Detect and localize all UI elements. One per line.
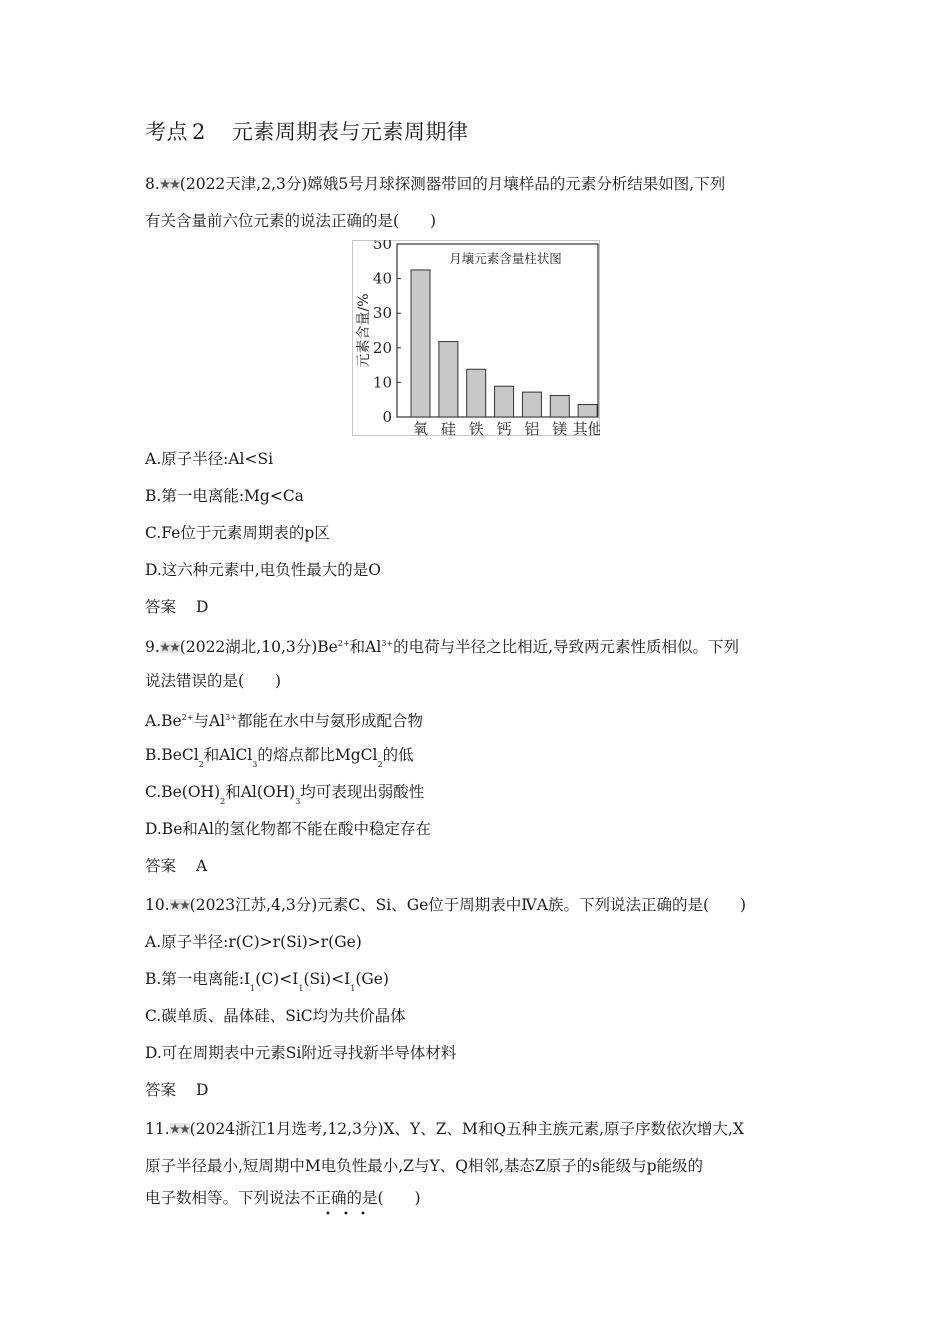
q8-text-1: 嫦娥5号月球探测器带回的月壤样品的元素分析结果如图,下列: [307, 175, 726, 193]
q11-line-1: [145, 1119, 744, 1139]
emphasis-dot: •: [343, 1209, 349, 1220]
subscript: 1: [298, 984, 304, 993]
q9-option-d: D.Be和Al的氢化物都不能在酸中稳定存在: [145, 820, 432, 838]
option-text: B.第一电离能:I: [145, 970, 251, 988]
x-tick-label: 硅: [440, 420, 456, 436]
q10-source: (2023江苏,4,3分): [189, 896, 318, 914]
option-text: (Ge): [355, 970, 389, 988]
q8-option-d: D.这六种元素中,电负性最大的是O: [145, 561, 381, 579]
answer-label: 答案: [145, 857, 177, 875]
q11-number: 11.: [145, 1120, 170, 1138]
option-text: 与Al: [193, 712, 226, 730]
q9-line-2: 说法错误的是( ): [145, 672, 282, 690]
charge-superscript: 3+: [225, 713, 237, 722]
x-tick-label: 钙: [496, 420, 512, 436]
x-tick-label: 铝: [524, 420, 540, 436]
y-axis-label: 元素含量/%: [356, 293, 372, 368]
bar-铝: [522, 392, 541, 417]
q9-text-part: 的电荷与半径之比相近,导致两元素性质相似。下列: [393, 638, 740, 656]
bar-钙: [495, 386, 514, 417]
q9-line-1: [145, 634, 739, 657]
subscript: 2: [198, 760, 204, 769]
chart-svg: [352, 240, 600, 436]
x-tick-label: 镁: [552, 420, 568, 436]
charge-superscript: 2+: [337, 639, 350, 648]
x-tick-label: 铁: [468, 420, 484, 436]
answer-value: D: [196, 598, 209, 616]
difficulty-stars-icon: [170, 1123, 190, 1135]
q11-line-3: 电子数相等。下列说法不正确的是( ): [145, 1189, 421, 1207]
q10-option-d: D.可在周期表中元素Si附近寻找新半导体材料: [145, 1044, 457, 1062]
q11-line-2: 原子半径最小,短周期中M电负性最小,Z与Y、Q相邻,基态Z原子的s能级与p能级的: [145, 1157, 704, 1175]
chart-title: 月壤元素含量柱状图: [449, 251, 562, 266]
y-tick-label: 10: [372, 373, 392, 392]
q9-source: (2022湖北,10,3分): [179, 638, 318, 656]
q10-option-a: A.原子半径:r(C)>r(Si)>r(Ge): [145, 933, 362, 951]
option-text: 均可表现出弱酸性: [300, 783, 425, 801]
q9-option-b: [145, 745, 414, 775]
bar-硅: [439, 342, 458, 417]
q9-number: 9.: [145, 638, 160, 656]
q9-option-a: [145, 708, 423, 731]
subscript: 3: [295, 797, 301, 806]
answer-label: 答案: [145, 598, 177, 616]
y-tick-label: 50: [372, 240, 392, 253]
q8-line-2: 有关含量前六位元素的说法正确的是( ): [145, 212, 437, 230]
q10-option-b: [145, 969, 389, 999]
q10-number: 10.: [145, 896, 170, 914]
q8-line-1: [145, 174, 725, 194]
answer-label: 答案: [145, 1081, 177, 1099]
q8-option-a: A.原子半径:Al<Si: [145, 450, 274, 468]
q8-number: 8.: [145, 175, 160, 193]
subscript: 1: [250, 984, 256, 993]
emphasis-dot: •: [360, 1209, 366, 1220]
charge-superscript: 3+: [381, 639, 394, 648]
bar-氧: [411, 270, 430, 417]
x-tick-label: 其他: [572, 420, 600, 436]
option-text: B.BeCl: [145, 746, 199, 764]
q11-source: (2024浙江1月选考,12,3分): [189, 1120, 384, 1138]
option-text: 的熔点都比MgCl: [257, 746, 378, 764]
option-text: 都能在水中与氨形成配合物: [236, 712, 423, 730]
difficulty-stars-icon: [160, 178, 180, 190]
q10-answer: [145, 1080, 208, 1100]
answer-value: D: [196, 1081, 209, 1099]
bar-其他: [578, 405, 597, 417]
difficulty-stars-icon: [160, 641, 180, 653]
section-prefix: 考点: [145, 120, 188, 144]
option-text: (Si)<I: [303, 970, 351, 988]
q10-text-1: 元素C、Si、Ge位于周期表中ⅣA族。下列说法正确的是( ): [317, 896, 747, 914]
subscript: 2: [377, 760, 383, 769]
y-tick-label: 40: [372, 269, 392, 288]
y-tick-label: 0: [382, 408, 392, 426]
section-number: 2: [192, 120, 206, 144]
bar-铁: [467, 369, 486, 417]
q9-text-part: Be: [317, 638, 338, 656]
charge-superscript: 2+: [181, 713, 194, 722]
section-heading: [145, 116, 468, 146]
y-tick-label: 30: [372, 304, 392, 323]
q8-option-b: B.第一电离能:Mg<Ca: [145, 487, 304, 505]
emphasis-dot: •: [325, 1209, 331, 1220]
option-text: 和AlCl: [203, 746, 253, 764]
q8-answer: [145, 597, 208, 617]
q9-answer: [145, 856, 207, 876]
subscript: 2: [220, 797, 226, 806]
option-text: (C)<I: [255, 970, 299, 988]
q9-option-c: [145, 782, 424, 812]
option-text: 的低: [382, 746, 414, 764]
subscript: 1: [350, 984, 356, 993]
option-text: A.Be: [145, 712, 182, 730]
q10-option-c: C.碳单质、晶体硅、SiC均为共价晶体: [145, 1007, 406, 1025]
option-text: 和Al(OH): [225, 783, 296, 801]
q8-source: (2022天津,2,3分): [179, 175, 308, 193]
answer-value: A: [196, 857, 208, 875]
q11-text-1: X、Y、Z、M和Q五种主族元素,原子序数依次增大,X: [383, 1120, 745, 1138]
section-title: 元素周期表与元素周期律: [231, 120, 469, 144]
bar-镁: [550, 396, 569, 417]
option-text: C.Be(OH): [145, 783, 221, 801]
difficulty-stars-icon: [170, 899, 190, 911]
q9-text-part: 和Al: [349, 638, 382, 656]
q8-option-c: C.Fe位于元素周期表的p区: [145, 524, 330, 542]
subscript: 3: [252, 760, 258, 769]
q10-line-1: [145, 895, 746, 915]
x-tick-label: 氧: [412, 420, 429, 436]
moon-soil-bar-chart: [352, 240, 600, 436]
y-tick-label: 20: [372, 338, 392, 357]
